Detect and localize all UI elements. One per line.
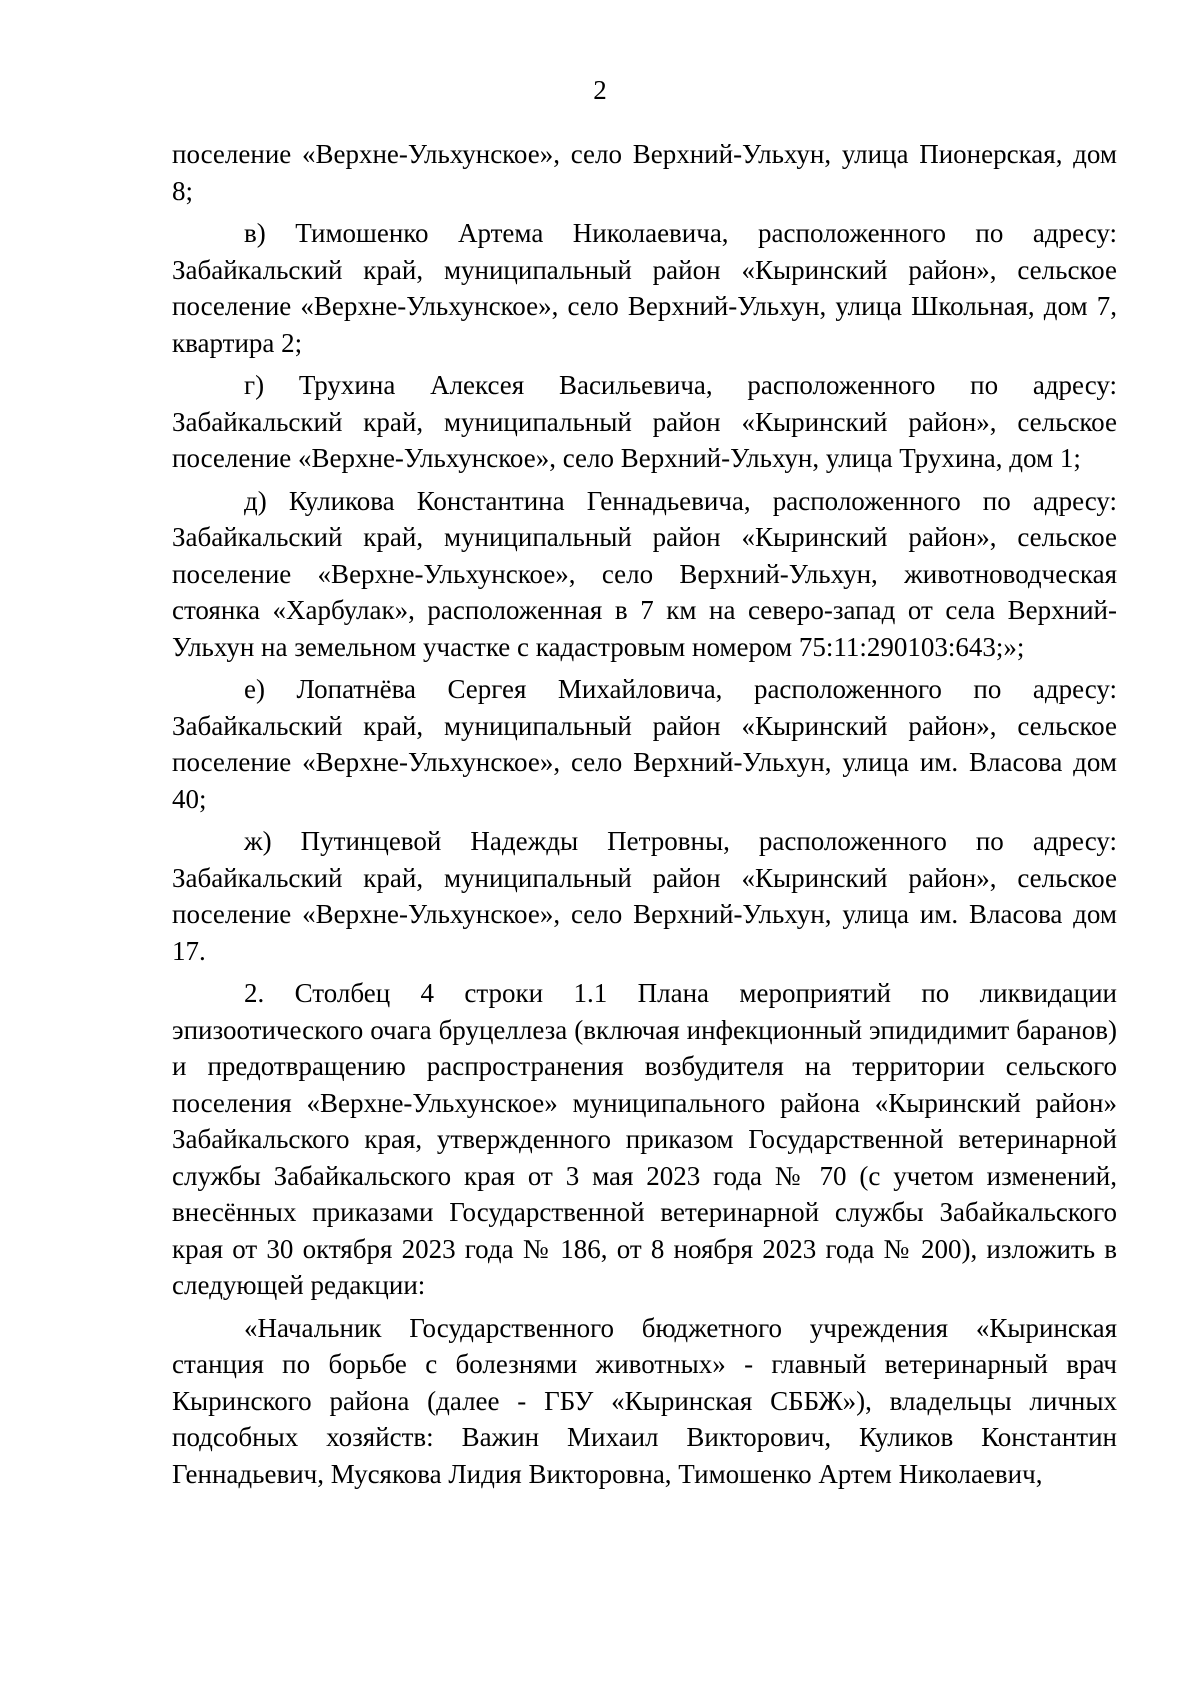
paragraph-item-v: в) Тимошенко Артема Николаевича, расположенного по адресу: Забайкальский край, муниципальный район «Кыринский район», сельское поселение «Верхне-Ульхунское», село Верхний-Ульхун, улица Школьная, дом 7, квартира 2;	[172, 218, 1117, 358]
page-number: 2	[593, 75, 607, 105]
paragraph-item-d: д) Куликова Константина Геннадьевича, расположенного по адресу: Забайкальский край, муниципальный район «Кыринский район», сельское поселение «Верхне-Ульхунское», село Верхний-Ульхун, животноводческая стоянка «Харбулак», расположенная в 7 км на северо-запад от села Верхний-Ульхун на земельном участке с кадастровым номером 75:11:290103:643;»;	[172, 485, 1117, 662]
paragraph-item-e: е) Лопатнёва Сергея Михайловича, расположенного по адресу: Забайкальский край, муниципальный район «Кыринский район», сельское поселение «Верхне-Ульхунское», село Верхний-Ульхун, улица им. Власова дом 40;	[172, 674, 1117, 814]
paragraph-continuation: поселение «Верхне-Ульхунское», село Верхний-Ульхун, улица Пионерская, дом 8;	[172, 139, 1117, 206]
paragraph-new-wording: «Начальник Государственного бюджетного учреждения «Кыринская станция по борьбе с болезнями животных» - главный ветеринарный врач Кыринского района (далее - ГБУ «Кыринская СББЖ»), владельцы личных подсобных хозяйств: Важин Михаил Викторович, Куликов Константин Геннадьевич, Мусякова Лидия Викторовна, Тимошенко Артем Николаевич,	[172, 1312, 1117, 1489]
paragraph-point-2: 2. Столбец 4 строки 1.1 Плана мероприятий по ликвидации эпизоотического очага бруцеллеза (включая инфекционный эпидидимит баранов) и предотвращению распространения возбудителя на территории сельского поселения «Верхне-Ульхунское» муниципального района «Кыринский район» Забайкальского края, утвержденного приказом Государственной ветеринарной службы Забайкальского края от 3 мая 2023 года № 70 (с учетом изменений, внесённых приказами Государственной ветеринарной службы Забайкальского края от 30 октября 2023 года № 186, от 8 ноября 2023 года № 200), изложить в следующей редакции:	[172, 978, 1117, 1300]
paragraph-item-g: г) Трухина Алексея Васильевича, расположенного по адресу: Забайкальский край, муниципальный район «Кыринский район», сельское поселение «Верхне-Ульхунское», село Верхний-Ульхун, улица Трухина, дом 1;	[172, 370, 1117, 473]
paragraph-item-zh: ж) Путинцевой Надежды Петровны, расположенного по адресу: Забайкальский край, муниципальный район «Кыринский район», сельское поселение «Верхне-Ульхунское», село Верхний-Ульхун, улица им. Власова дом 17.	[172, 826, 1117, 966]
document-body	[172, 136, 1117, 1498]
